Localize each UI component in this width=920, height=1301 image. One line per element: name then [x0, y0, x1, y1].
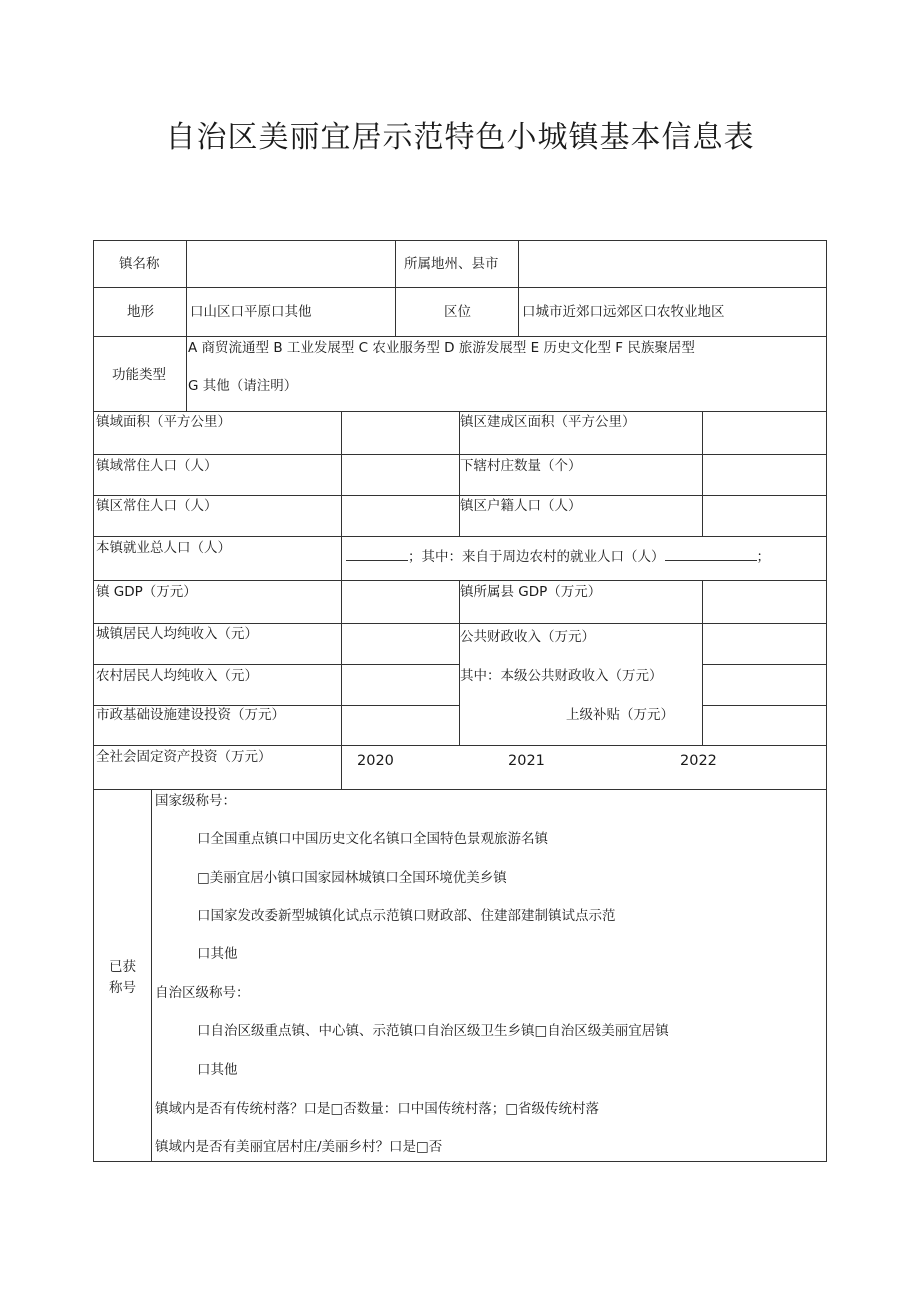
col-divider — [395, 240, 396, 336]
row-divider — [93, 495, 827, 496]
col-divider — [341, 536, 342, 580]
terrain-label: 地形 — [127, 304, 154, 320]
year-2022: 2022 — [680, 753, 717, 769]
national-titles-other[interactable]: 口其他 — [197, 946, 238, 962]
urban-income-label: 城镇居民人均纯收入（元） — [96, 626, 258, 642]
town-area-label: 镇域面积（平方公里） — [96, 414, 231, 430]
regional-titles-header: 自治区级称号： — [155, 985, 250, 1001]
rural-income-label: 农村居民人均纯收入（元） — [96, 668, 258, 684]
national-titles-row3[interactable]: 口国家发改委新型城镇化试点示范镇口财政部、住建部建制镇试点示范 — [197, 908, 616, 924]
terrain-options: 口山区口平原口其他 — [190, 304, 312, 320]
row-divider — [93, 623, 827, 624]
location-options: 口城市近郊口远郊区口农牧业地区 — [522, 304, 725, 320]
year-2020: 2020 — [357, 753, 394, 769]
row-divider — [93, 411, 827, 412]
row-divider — [93, 336, 827, 337]
public-finance-label: 公共财政收入（万元） — [460, 629, 595, 645]
col-divider — [341, 411, 342, 536]
row-divider — [93, 580, 827, 581]
infra-invest-label: 市政基础设施建设投资（万元） — [96, 707, 285, 723]
employment-label: 本镇就业总人口（人） — [96, 540, 231, 556]
national-titles-row2[interactable]: □美丽宜居小镇口国家园林城镇口全国环境优美乡镇 — [197, 870, 507, 886]
county-gdp-label: 镇所属县 GDP（万元） — [460, 584, 602, 600]
row-divider — [702, 705, 827, 706]
beautiful-village-question[interactable]: 镇域内是否有美丽宜居村庄/美丽乡村？口是□否 — [155, 1139, 443, 1155]
row-divider — [93, 454, 827, 455]
col-divider — [186, 240, 187, 411]
fixed-invest-label: 全社会固定资产投资（万元） — [96, 749, 272, 765]
regional-titles-row1[interactable]: 口自治区级重点镇、中心镇、示范镇口自治区级卫生乡镇□自治区级美丽宜居镇 — [197, 1023, 669, 1039]
function-options-line2: G 其他（请注明） — [188, 378, 298, 394]
district-resident-pop-label: 镇区常住人口（人） — [96, 498, 218, 514]
row-divider — [93, 664, 460, 665]
col-divider — [518, 240, 519, 336]
titles-label-line1: 已获 — [109, 959, 136, 975]
employment-end: ； — [756, 549, 770, 565]
col-divider — [341, 580, 342, 789]
employment-mid: ；其中：来自于周边农村的就业人口（人） — [408, 549, 665, 565]
rural-employment-blank[interactable] — [665, 547, 757, 561]
employment-line — [346, 547, 770, 566]
col-divider — [702, 411, 703, 536]
function-options-line1: A 商贸流通型 B 工业发展型 C 农业服务型 D 旅游发展型 E 历史文化型 F 民族聚居型 — [188, 340, 695, 356]
town-resident-pop-label: 镇域常住人口（人） — [96, 458, 218, 474]
col-divider — [459, 580, 460, 745]
prefecture-label: 所属地州、县市 — [404, 256, 499, 272]
row-divider — [93, 745, 827, 746]
subsidy-label: 上级补贴（万元） — [566, 707, 674, 723]
built-area-label: 镇区建成区面积（平方公里） — [460, 414, 636, 430]
titles-label-line2: 称号 — [109, 980, 136, 996]
col-divider — [702, 580, 703, 745]
village-count-label: 下辖村庄数量（个） — [460, 458, 582, 474]
col-divider — [151, 789, 152, 1162]
national-titles-row1[interactable]: 口全国重点镇口中国历史文化名镇口全国特色景观旅游名镇 — [197, 831, 548, 847]
row-divider — [93, 536, 827, 537]
district-registered-pop-label: 镇区户籍人口（人） — [460, 498, 582, 514]
town-name-label: 镇名称 — [119, 256, 160, 272]
gdp-label: 镇 GDP（万元） — [96, 584, 197, 600]
traditional-village-question[interactable]: 镇域内是否有传统村落？口是□否数量：口中国传统村落；□省级传统村落 — [155, 1101, 600, 1117]
regional-titles-other[interactable]: 口其他 — [197, 1062, 238, 1078]
year-2021: 2021 — [508, 753, 545, 769]
page-title: 自治区美丽宜居示范特色小城镇基本信息表 — [165, 120, 755, 155]
local-finance-label: 其中：本级公共财政收入（万元） — [460, 668, 663, 684]
location-label: 区位 — [444, 304, 471, 320]
row-divider — [702, 664, 827, 665]
row-divider — [93, 789, 827, 790]
function-type-label: 功能类型 — [112, 367, 166, 383]
national-titles-header: 国家级称号： — [155, 793, 236, 809]
employment-blank[interactable] — [346, 547, 408, 561]
row-divider — [93, 287, 827, 288]
